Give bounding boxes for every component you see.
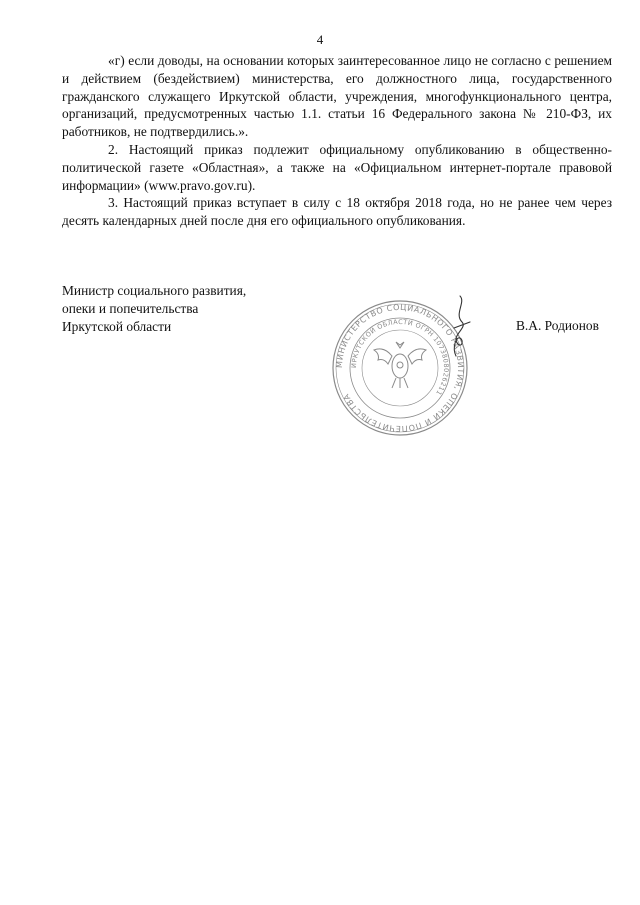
position-line-3: Иркутской области [62,319,172,334]
document-body [62,52,612,230]
seal-inner-text: ИРКУТСКОЙ ОБЛАСТИ ОГРН 1073808026211 [349,317,451,397]
signatory-name: В.А. Родионов [516,318,599,333]
seal-outer-text: МИНИСТЕРСТВО СОЦИАЛЬНОГО РАЗВИТИЯ, ОПЕКИ И ПОПЕЧИТЕЛЬСТВА [334,302,466,434]
page-number: 4 [316,32,324,47]
paragraph-3: 3. Настоящий приказ вступает в силу с 18 октября 2018 года, но не ранее чем через десять календарных дней после дня его официального опубликования. [62,195,612,229]
position-line-1: Министр социального развития, [62,283,247,298]
eagle-emblem-icon [374,342,426,388]
paragraph-2: 2. Настоящий приказ подлежит официальному опубликованию в общественно-политической газете «Областная», а также на «Официальном интернет-портале правовой информации» (www.pravo.gov.ru). [62,141,612,193]
handwritten-signature [440,292,480,362]
paragraph-1: «г) если доводы, на основании которых заинтересованное лицо не согласно с решением и действием (бездействием) министерства, его должностного лица, государственного гражданского служащего Иркутской области, учреждения, многофункционального центра, организаций, предусмотренных частью 1.1. статьи 16 Федерального закона № 210-ФЗ, их работников, не подтвердились.». [62,53,612,140]
signatory-position [62,282,246,336]
position-line-2: опеки и попечительства [62,301,199,316]
